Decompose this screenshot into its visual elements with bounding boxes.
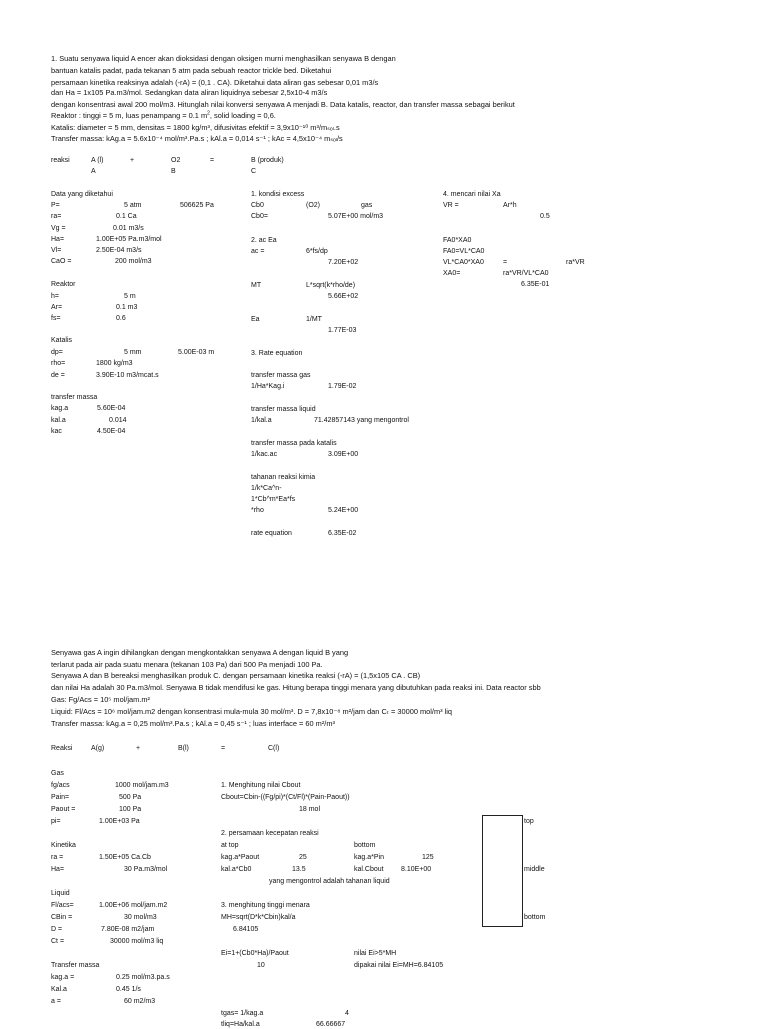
cell-formula: 1/MT	[306, 316, 322, 323]
sub-title: transfer massa gas	[251, 372, 311, 379]
cell-label: kag.a	[51, 405, 69, 412]
cell-label: Fl/acs=	[51, 902, 74, 909]
cell-value: 60 m2/m3	[124, 998, 156, 1005]
cell-label: ra=	[51, 213, 62, 220]
section-title: Data yang diketahui	[51, 191, 113, 198]
cell-value: 8.10E+00	[401, 866, 432, 873]
cell-label: Ha=	[51, 866, 65, 873]
cell-label: Pain=	[51, 794, 70, 801]
cell-formula: kag.a*Pin	[354, 854, 384, 861]
plus-sign: +	[130, 157, 135, 164]
section-title: Kinetika	[51, 842, 76, 849]
cell-value: 0.1 Ca	[116, 213, 137, 220]
cell-formula: Cbout=Cbin-((Fg/pi)*(Ct/Fl)*(Pain-Paout))	[221, 794, 350, 801]
cell-value: 5.60E-04	[97, 405, 126, 412]
step-title: 4. mencari nilai Xa	[443, 191, 501, 198]
cell-value: 1.77E-03	[328, 327, 357, 334]
tower-shape	[482, 815, 523, 927]
step-title: 3. Rate equation	[251, 350, 303, 357]
step-title: 1. kondisi excess	[251, 191, 305, 198]
cell-value: 5.24E+00	[328, 507, 359, 514]
cell-label: ra =	[51, 854, 64, 861]
reactant-a: A(g)	[91, 745, 105, 752]
cell-value: 1.00E+03 Pa	[99, 818, 140, 825]
cell-value: 3.09E+00	[328, 451, 359, 458]
cell-formula: VL*CA0*XA0	[443, 259, 484, 266]
cell-value: 5.00E-03 m	[178, 349, 215, 356]
cell-note: dipakai nilai Ei=MH=6.84105	[354, 962, 444, 969]
symbol-a: A	[91, 168, 96, 175]
plus-sign: +	[136, 745, 141, 752]
symbol-b: B	[171, 168, 176, 175]
cell-label: Ea	[251, 316, 260, 323]
equals-sign: =	[210, 157, 215, 164]
cell-value: 66.66667	[316, 1021, 346, 1028]
cell-value: 30 mol/m3	[124, 914, 157, 921]
cell-label: P=	[51, 202, 60, 209]
cell-formula: 1/k*Ca^n-	[251, 485, 282, 492]
cell-label: Cb0	[251, 202, 264, 209]
cell-value: 4.50E-04	[97, 428, 126, 435]
cell-formula: 1/kac.ac	[251, 451, 278, 458]
cell-label: Ar=	[51, 304, 63, 311]
cell-label: Cb0=	[251, 213, 268, 220]
cell-value: 1.00E+05 Pa.m3/mol	[96, 236, 162, 243]
cell-formula: MH=sqrt(D*k*Cbin)kal/a	[221, 914, 296, 921]
cell-formula: nilai Ei>5*MH	[354, 950, 397, 957]
cell-label: Paout =	[51, 806, 76, 813]
tower-label-top: top	[524, 818, 534, 825]
cell-label: Kal.a	[51, 986, 67, 993]
cell-value: 25	[299, 854, 307, 861]
cell-formula: 1/kal.a	[251, 417, 272, 424]
cell-label: Ct =	[51, 938, 65, 945]
cell-value: 0.5	[540, 213, 550, 220]
cell-value: 0.1 m3	[116, 304, 138, 311]
cell-formula: ra*VR/VL*CA0	[503, 270, 549, 277]
intro-line: Gas: Fg/Acs = 10⁵ mol/jam.m²	[51, 695, 150, 704]
cell-label: bottom	[354, 842, 376, 849]
cell-value: 5.66E+02	[328, 293, 359, 300]
cell-value: 30000 mol/m3 liq	[110, 938, 164, 945]
cell-value: 0.6	[116, 315, 126, 322]
cell-value: 1800 kg/m3	[96, 360, 133, 367]
intro-line: Senyawa A dan B bereaksi menghasilkan produk C. dengan persamaan kinetika reaksi (-rA) = (1,5x105 CA . CB)	[51, 671, 421, 680]
intro-line: Transfer massa: kAg.a = 0,25 mol/m³.Pa.s ; kAl.a = 0,45 s⁻¹ ; luas interface = 60 m²/m³	[51, 719, 335, 728]
cell-label: dp=	[51, 349, 63, 356]
cell-label: kac	[51, 428, 62, 435]
reactor-spec-line: Reaktor : tinggi = 5 m, luas penampang = 0.1 $m^2$, solid loading = 0,6.	[51, 110, 276, 120]
symbol-c: C	[251, 168, 257, 175]
cell-value: 18 mol	[299, 806, 321, 813]
intro-line: Senyawa gas A ingin dihilangkan dengan mengkontakkan senyawa A dengan liquid B yang	[51, 648, 349, 657]
equals-sign: =	[221, 745, 226, 752]
step-title: 2. ac Ea	[251, 237, 277, 244]
sub-title: transfer massa liquid	[251, 406, 316, 413]
cell-formula: kag.a*Paout	[221, 854, 260, 861]
cell-value: 200 mol/m3	[115, 258, 152, 265]
intro-line: dan Ha = 1x105 Pa.m3/mol. Sedangkan data aliran liquidnya sebesar 2,5x10-4 m3/s	[51, 88, 328, 97]
cell-value: 5 m	[124, 293, 136, 300]
cell-label: D =	[51, 926, 63, 933]
cell-formula: tgas= 1/kag.a	[221, 1010, 264, 1017]
cell-value: 7.20E+02	[328, 259, 359, 266]
mass-transfer-spec-line: Transfer massa: kAg.a = 5.6x10⁻⁴ mol/m³.Pa.s ; kAl.a = 0,014 s⁻¹ ; kAc = 4,5x10⁻⁴ mₛₒₗ/s	[51, 134, 343, 143]
cell-value: 30 Pa.m3/mol	[124, 866, 168, 873]
intro-line: 1. Suatu senyawa liquid A encer akan dioksidasi dengan oksigen murni menghasilkan senyawa B dengan	[51, 54, 396, 63]
section-title: Katalis	[51, 337, 73, 344]
cell-label: VR =	[443, 202, 459, 209]
sub-title: tahanan reaksi kimia	[251, 474, 316, 481]
step-title: 2. persamaan kecepatan reaksi	[221, 830, 319, 837]
catalyst-spec-line: Katalis: diameter = 5 mm, densitas = 1800 kg/m³, difusivitas efektif = 3,9x10⁻¹⁰ m³/mₛₒₗ.s	[51, 123, 340, 132]
cell-value: 1.50E+05 Ca.Cb	[99, 854, 151, 861]
cell-label: rho=	[51, 360, 66, 367]
cell-value: 0.25 mol/m3.pa.s	[116, 974, 170, 981]
cell-formula: Ei=1+(Cb0*Ha)/Paout	[221, 950, 289, 957]
cell-value: 100 Pa	[119, 806, 142, 813]
cell-value: 5 mm	[124, 349, 142, 356]
cell-formula: 1/Ha*Kag.i	[251, 383, 285, 390]
step-title: 3. menghitung tinggi menara	[221, 902, 310, 909]
cell-value: 0.01 m3/s	[113, 225, 144, 232]
cell-label: a =	[51, 998, 61, 1005]
cell-value: 5.07E+00 mol/m3	[328, 213, 384, 220]
tower-label-middle: middle	[524, 866, 545, 873]
cell-formula: Ar*h	[503, 202, 517, 209]
section-title: Gas	[51, 770, 64, 777]
cell-label: Vl=	[51, 247, 62, 254]
cell-value: 7.80E-08 m2/jam	[101, 926, 155, 933]
cell-label: de =	[51, 372, 65, 379]
cell-formula: FA0=VL*CA0	[443, 248, 485, 255]
cell-label: rate equation	[251, 530, 292, 537]
cell-label: XA0=	[443, 270, 461, 277]
cell-formula: =	[503, 259, 508, 266]
reaction-label: Reaksi	[51, 745, 73, 752]
cell-label: MT	[251, 282, 262, 289]
reactant-b: B(l)	[178, 745, 189, 752]
cell-label: Ha=	[51, 236, 65, 243]
cell-label: gas	[361, 202, 373, 209]
cell-value: 13.5	[292, 866, 306, 873]
cell-value: 1000 mol/jam.m3	[115, 782, 169, 789]
intro-line: bantuan katalis padat, pada tekanan 5 atm pada sebuah reactor trickle bed. Diketahui	[51, 66, 332, 75]
reactant-a: A (l)	[91, 157, 104, 164]
cell-label: CaO =	[51, 258, 72, 265]
cell-label: (O2)	[306, 202, 320, 209]
section-title: transfer massa	[51, 394, 98, 401]
cell-value: 3.90E-10 m3/mcat.s	[96, 372, 159, 379]
cell-label: kal.a	[51, 417, 66, 424]
cell-value: 6.84105	[233, 926, 259, 933]
control-note: yang mengontrol adalah tahanan liquid	[269, 878, 390, 885]
cell-formula: tliq=Ha/kal.a	[221, 1021, 260, 1028]
reactant-o2: O2	[171, 157, 181, 164]
section-title: Liquid	[51, 890, 70, 897]
cell-label: ac =	[251, 248, 265, 255]
cell-formula: 1*Cb^m*Ea*fs	[251, 496, 296, 503]
cell-label: fs=	[51, 315, 61, 322]
cell-value: 506625 Pa	[180, 202, 214, 209]
section-title: Reaktor	[51, 281, 76, 288]
cell-formula: FA0*XA0	[443, 237, 472, 244]
result-value: 6.35E-01	[521, 281, 550, 288]
cell-value: 1.79E-02	[328, 383, 357, 390]
cell-value: 0.45 1/s	[116, 986, 141, 993]
cell-value: 5 atm	[124, 202, 142, 209]
cell-value: 6.35E-02	[328, 530, 357, 537]
cell-label: CBin =	[51, 914, 73, 921]
intro-line: dengan konsentrasi awal 200 mol/m3. Hitunglah nilai konversi senyawa A menjadi B. Data katalis, reactor, dan transfer massa sebagai berikut	[51, 100, 515, 109]
cell-formula: ra*VR	[566, 259, 585, 266]
cell-value: 500 Pa	[119, 794, 142, 801]
cell-value: 10	[257, 962, 265, 969]
intro-line: terlarut pada air pada suatu menara (tekanan 103 Pa) dari 500 Pa menjadi 100 Pa.	[51, 660, 323, 669]
cell-formula: kal.Cbout	[354, 866, 384, 873]
section-title: Transfer massa	[51, 962, 100, 969]
tower-label-bottom: bottom	[524, 914, 546, 921]
cell-value: 2.50E-04 m3/s	[96, 247, 142, 254]
intro-line: persamaan kinetika reaksinya adalah (-rA) = (0,1 . CA). Diketahui data aliran gas sebesar 0,01 m3/s	[51, 78, 379, 87]
cell-value: 0.014	[109, 417, 127, 424]
reaction-label: reaksi	[51, 157, 70, 164]
cell-formula: *rho	[251, 507, 264, 514]
cell-label: at top	[221, 842, 239, 849]
step-title: 1. Menghitung nilai Cbout	[221, 782, 301, 789]
sub-title: transfer massa pada katalis	[251, 440, 337, 447]
product-b: B (produk)	[251, 157, 284, 164]
cell-formula: L*sqrt(k*rho/de)	[306, 282, 356, 289]
intro-line: dan nilai Ha adalah 30 Pa.m3/mol. Senyawa B tidak mendifusi ke gas. Hitung berapa tinggi menara yang dibutuhkan pada reaksi ini. Data reactor sbb	[51, 683, 541, 692]
cell-value: 125	[422, 854, 434, 861]
intro-line: Liquid: Fl/Acs = 10⁶ mol/jam.m2 dengan konsentrasi mula-mula 30 mol/m³. D = 7,8x10⁻⁸ m²/jam dan Cₜ = 30000 mol/m³ liq	[51, 707, 453, 716]
cell-value: 71.42857143 yang mengontrol	[314, 417, 409, 424]
cell-formula: 6*fs/dp	[306, 248, 328, 255]
cell-value: 1.00E+06 mol/jam.m2	[99, 902, 168, 909]
cell-value: 4	[345, 1010, 349, 1017]
cell-label: h=	[51, 293, 59, 300]
product-c: C(l)	[268, 745, 280, 752]
cell-label: kag.a =	[51, 974, 75, 981]
cell-formula: kal.a*Cb0	[221, 866, 252, 873]
cell-label: fg/acs	[51, 782, 70, 789]
cell-label: pi=	[51, 818, 61, 825]
cell-label: Vg =	[51, 225, 66, 232]
